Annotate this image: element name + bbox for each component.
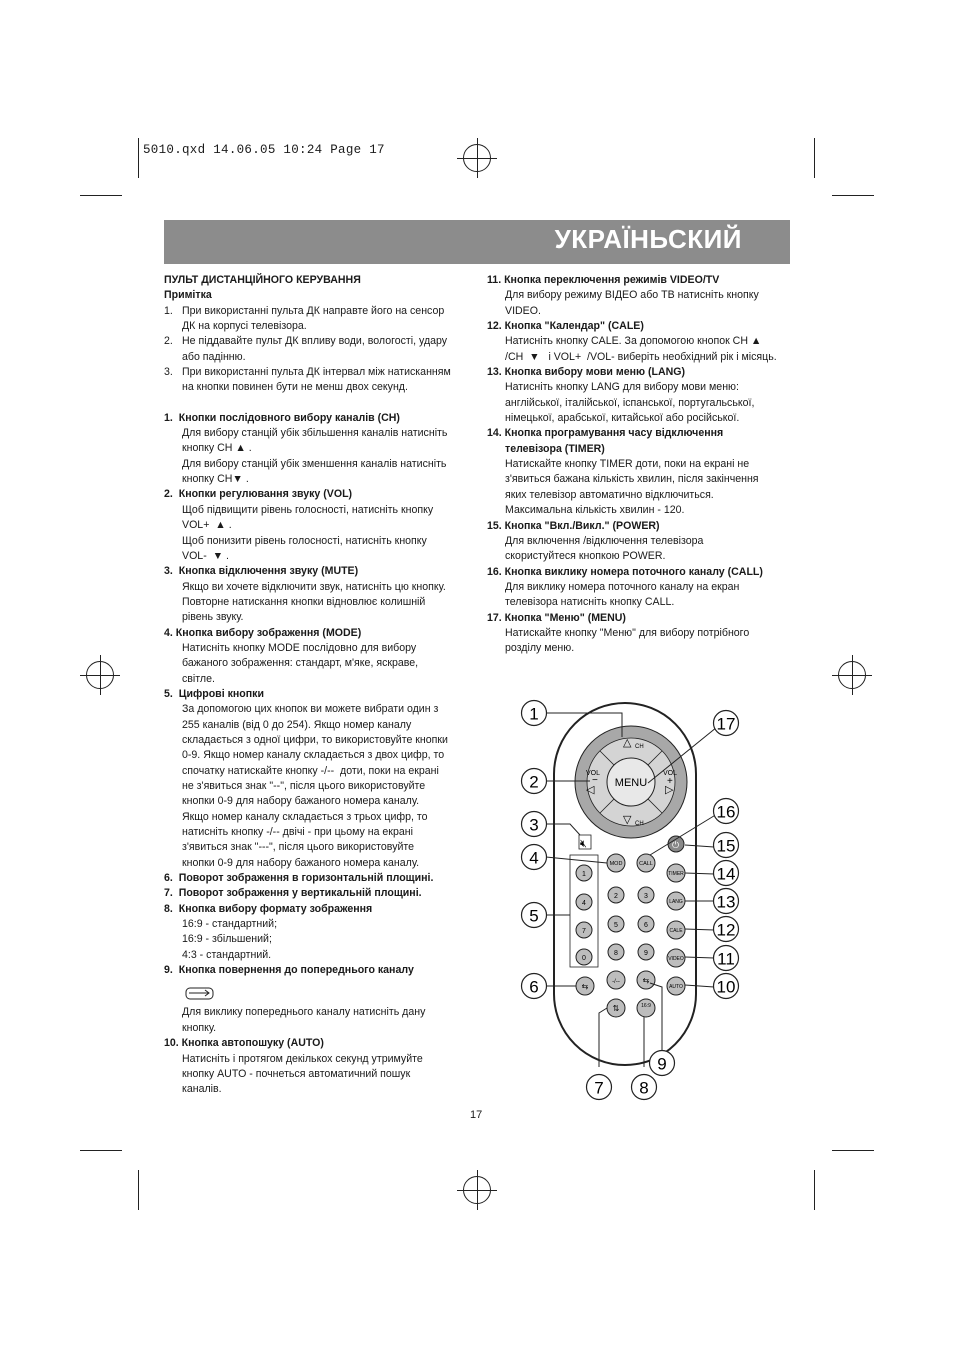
item-line: Для вибору станцій убік збільшення каналів натисніть [182,427,448,440]
note-text: на кнопки повинен бути не менш двох секунд. [182,381,408,394]
note-line [164,365,474,380]
vol-down-icon: ◁ [586,784,595,796]
page-number: 17 [470,1109,483,1121]
callout-number: 7 [594,1078,604,1098]
note-text: При використанні пульта ДК інтервал між натисканням [182,366,451,379]
item-line: Натискайте кнопку "Меню" для вибору потрібного [505,626,750,639]
item-line: Якщо ви хочете відключити звук, натисніть цю кнопку. [182,580,446,593]
item-line: Натисніть кнопку LANG для вибору мови меню: [505,381,739,394]
item-title: телевізора (TIMER) [505,442,605,455]
item-line: 16:9 - стандартний; [182,918,278,931]
note-text: Не піддавайте пульт ДК впливу води, вологості, удару [182,335,448,348]
item-title: 1. Кнопки послідовного вибору каналів (CH) [164,411,400,424]
item-line: 255 каналів (від 0 до 254). Якщо номер каналу [182,718,412,731]
callout-number: 14 [716,864,736,884]
item-line: Для виклику номера поточного каналу на екран [505,580,740,593]
power-icon: ⏻ [672,840,680,850]
callout-number: 3 [529,815,539,835]
item-line: німецької, арабської, китайської або російської. [505,412,740,425]
registration-mark [80,655,120,695]
item-line: Для включення /відключення телевізора [505,534,704,547]
callout-number: 11 [717,949,735,969]
item-title: 2. Кнопки регулювання звуку (VOL) [164,488,353,501]
callout-number: 13 [716,892,736,912]
callout-number: 8 [639,1078,649,1098]
item-line: Якщо номер каналу складається з трьох цифр, то [182,810,428,823]
item-line: з'явиться бажана кількість хвилин, після закінчення [505,473,759,486]
item-line: кнопки 0-9 для набору бажаного номера каналу. [182,795,420,808]
item-title: 6. Поворот зображення в горизонтальній площині. [164,872,434,885]
digit-label: 8 [614,950,618,957]
digit-label: 6 [644,922,648,929]
item-line: Натисніть кнопку CALE. За допомогою кнопок CH ▲ [505,335,762,348]
svg-text:VOL: VOL [586,770,601,777]
svg-text:CH: CH [635,744,644,750]
digit-label: 4 [582,900,586,907]
item-line: Для виклику попереднього каналу натисніть дану [182,1006,426,1019]
item-line: 4:3 - стандартний. [182,948,272,961]
section-heading: ПУЛЬТ ДИСТАНЦІЙНОГО КЕРУВАННЯ [164,274,361,286]
item-line: Натискайте кнопку TIMER доти, поки на екрані не [505,458,750,471]
item-line: рівень звуку. [182,611,244,624]
item-line: Для вибору режиму ВІДЕО або ТВ натисніть кнопку [505,289,759,302]
item-title: 9. Кнопка повернення до попереднього каналу [164,964,414,977]
item-title: 8. Кнопка вибору формату зображення [164,902,373,915]
item-line: 16:9 - збільшений; [182,933,272,946]
item-line: Щоб понизити рівень голосності, натисніть кнопку [182,534,427,547]
mute-icon: 🔇︎ [580,838,587,850]
digit-label: 7 [582,928,586,935]
file-slug: 5010.qxd 14.06.05 10:24 Page 17 [143,143,385,157]
digit-label: 9 [644,950,648,957]
svg-text:CALL: CALL [639,861,653,867]
note-number: 1. [164,304,173,317]
note-line [164,380,474,395]
item-line: телевізора натисніть кнопку CALL. [505,596,675,609]
digit-label: 3 [644,893,648,900]
side-button-label: AUTO [669,984,683,990]
item-title: 15. Кнопка "Вкл./Викл." (POWER) [487,519,660,532]
note-text: або падінню. [182,350,246,363]
svg-text:16:9: 16:9 [641,1003,651,1009]
language-banner [164,220,790,264]
note-text: При використанні пульта ДК направте його на сенсор [182,304,445,317]
item-line: кнопку. [182,1021,217,1034]
banner-title: УКРАЇНЬСКИЙ [554,224,742,254]
item-title: 10. Кнопка автопошуку (AUTO) [164,1037,324,1050]
left-column [164,273,474,1098]
item-line: натисніть кнопку -/-- двічі - при цьому на екрані [182,826,413,839]
item-line: спочатку натискайте кнопку -/-- доти, поки на екрані [182,764,439,777]
item-line: 0-9. Якщо номер каналу складається з двох цифр, то [182,749,445,762]
item-line: За допомогою цих кнопок ви можете вибрати один з [182,703,439,716]
note-number: 3. [164,366,173,379]
item-line: англійської, італійської, іспанської, португальської, [505,396,755,409]
item-title: 17. Кнопка "Меню" (MENU) [487,611,626,624]
side-button-label: VIDEO [668,956,684,962]
callout-number: 1 [529,704,539,724]
crop-mark [80,195,122,196]
side-button-label: TIMER [668,871,684,877]
crop-mark [138,1170,139,1210]
item-line: кнопки 0-9 для набору бажаного номера каналу. [182,856,420,869]
item-title: 13. Кнопка вибору мови меню (LANG) [487,366,686,379]
vol-up-icon: ▷ [665,784,674,796]
item-line: розділу меню. [505,642,575,655]
remote-control-diagram [510,695,770,1105]
item-line: бажаного зображення: стандарт, м'яке, яскраве, [182,657,419,670]
callout-number: 5 [529,906,539,926]
item-line: кнопку CH▼ . [182,473,249,486]
item-line: /CH ▼ і VOL+ /VOL- виберіть необхідний рік і місяць. [505,350,777,363]
crop-mark [80,1150,122,1151]
item-line: скористуйтеся кнопкою POWER. [505,550,666,563]
item-title: 12. Кнопка "Календар" (CALE) [487,320,644,333]
item-line: Натисніть і протягом декількох секунд утримуйте [182,1052,423,1065]
item-line: кнопку CH ▲ . [182,442,252,455]
callout-number: 6 [529,977,539,997]
item-line: з'явиться знак "---", після цього використовуйте [182,841,415,854]
item-title: 11. Кнопка переключення режимів VIDEO/TV [487,274,720,286]
callout-number: 4 [529,848,539,868]
crop-mark [814,138,815,178]
callout-number: 12 [716,920,736,940]
item-title: 16. Кнопка виклику номера поточного каналу (CALL) [487,565,763,578]
side-button-label: CALE [669,928,683,934]
callout-number: 15 [716,836,736,856]
crop-mark [832,195,874,196]
item-line: VOL- ▼ . [182,549,229,562]
registration-mark [457,1170,497,1210]
registration-mark [832,655,872,695]
callout-number: 16 [716,802,736,822]
digit-label: 1 [582,871,586,878]
notes-list [164,304,474,396]
item-line: VIDEO. [505,304,541,317]
item-title: 7. Поворот зображення у вертикальній площині. [164,887,422,900]
crop-mark [832,1150,874,1151]
note-line [164,334,474,349]
note-label: Примітка [164,289,212,302]
registration-mark [457,138,497,178]
item-line: каналів. [182,1083,222,1096]
callout-number: 10 [716,977,736,997]
item-line: світле. [182,672,215,685]
digit-label: 2 [614,893,618,900]
item-title: 14. Кнопка програмування часу відключення [487,427,724,440]
previous-channel-icon [185,987,215,1001]
note-line [164,304,474,319]
item-title: 5. Цифрові кнопки [164,687,264,700]
svg-text:+: + [667,776,673,787]
item-line: яких телевізор автоматично відключиться. [505,488,714,501]
digit-label: 5 [614,922,618,929]
svg-text:-/--: -/-- [612,979,620,985]
ch-down-icon: ▽ [623,814,632,826]
note-number: 2. [164,335,173,348]
crop-mark [138,138,139,178]
menu-label: MENU [614,777,648,789]
ch-up-icon: △ [623,737,632,749]
item-line: Для вибору станцій убік зменшення каналів натисніть [182,457,447,470]
side-button-label: LANG [669,899,683,905]
svg-text:−: − [592,775,598,786]
crop-mark [814,1170,815,1210]
svg-text:VOL: VOL [663,770,678,777]
item-line: Максимальна кількість хвилин - 120. [505,504,685,517]
item-line: Натисніть кнопку MODE послідовно для вибору [182,641,417,654]
callout-number: 2 [529,772,539,792]
right-column [487,273,797,657]
rotate-h-icon: ⇆ [581,982,589,991]
svg-text:CH: CH [635,821,644,827]
item-line: Повторне натискання кнопки відновлює колишній [182,595,426,608]
note-line [164,350,474,365]
callout-number: 17 [716,714,736,734]
item-title: 4. Кнопка вибору зображення (MODE) [164,626,362,639]
item-line: не з'явиться знак "--", після цього використовуйте [182,780,426,792]
svg-text:MOD: MOD [609,861,623,867]
digit-label: 0 [582,955,586,962]
item-title: 3. Кнопка відключення звуку (MUTE) [164,565,359,578]
recall-icon: ⇆ [642,976,650,985]
callout-number: 9 [657,1054,667,1074]
right-items-list [487,273,797,657]
item-line: складається з одної цифри, то використовуйте кнопки [182,733,448,746]
item-line: кнопку AUTO - почнеться автоматичний пошук [182,1067,411,1080]
note-text: ДК на корпусі телевізора. [182,320,307,333]
item-line: VOL+ ▲ . [182,519,232,532]
note-line [164,319,474,334]
rotate-v-icon: ⇅ [612,1004,620,1013]
item-line: Щоб підвищити рівень голосності, натисніть кнопку [182,503,434,516]
